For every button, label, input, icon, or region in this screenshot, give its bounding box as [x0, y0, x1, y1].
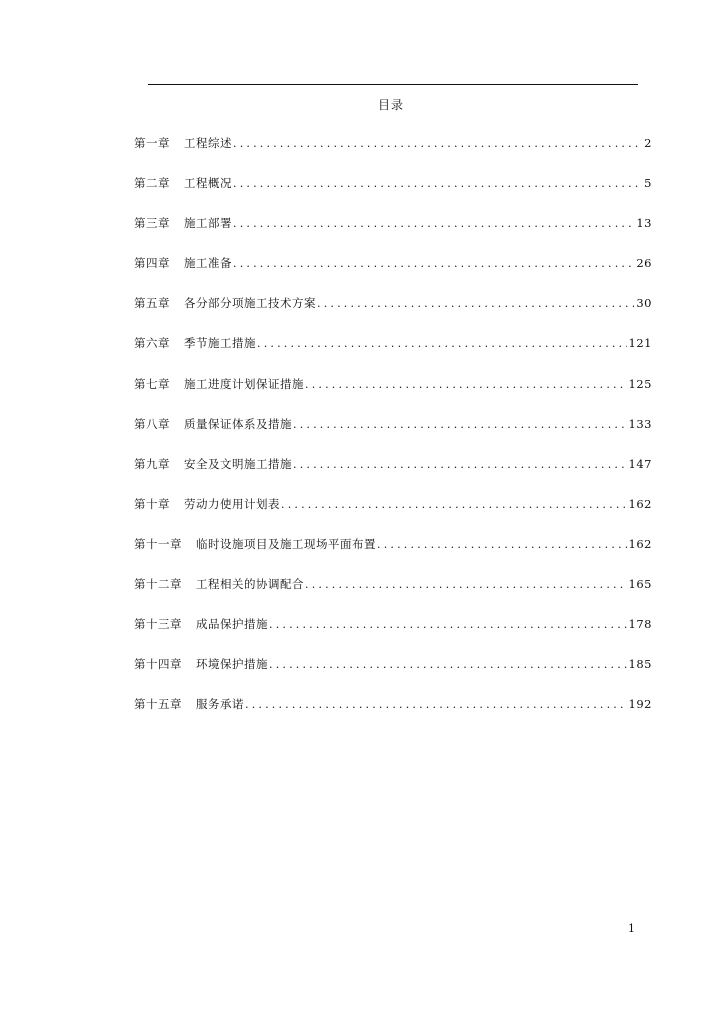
- toc-entry[interactable]: [134, 576, 652, 616]
- chapter-number: 第十五章: [134, 697, 182, 712]
- toc-list: [134, 135, 652, 736]
- page-reference: 5: [644, 176, 652, 191]
- dot-leader: [233, 137, 642, 150]
- chapter-title: 工程相关的协调配合: [196, 577, 304, 592]
- chapter-title: 工程综述: [184, 136, 232, 150]
- chapter-number: 第八章: [134, 416, 170, 431]
- page-reference: 165: [628, 577, 652, 592]
- dot-leader: [317, 297, 634, 310]
- page-reference: 2: [644, 136, 652, 150]
- chapter-title: 质量保证体系及措施: [184, 416, 292, 431]
- dot-leader: [257, 337, 627, 350]
- chapter-title: 服务承诺: [196, 697, 244, 712]
- page-reference: 185: [628, 657, 652, 672]
- toc-entry[interactable]: [134, 255, 652, 295]
- chapter-number: 第十章: [134, 496, 170, 511]
- dot-leader: [305, 578, 627, 591]
- chapter-number: 第三章: [134, 216, 170, 231]
- toc-entry[interactable]: [134, 215, 652, 255]
- chapter-title: 劳动力使用计划表: [184, 496, 280, 511]
- chapter-number: 第七章: [134, 376, 170, 391]
- page-number: 1: [628, 922, 635, 935]
- page-reference: 13: [636, 216, 652, 231]
- toc-title: 目录: [377, 98, 404, 112]
- toc-entry[interactable]: [134, 175, 652, 215]
- page-reference: 133: [628, 416, 652, 431]
- dot-leader: [269, 618, 627, 631]
- chapter-title: 各分部分项施工技术方案: [184, 296, 316, 311]
- chapter-number: 第十一章: [134, 536, 182, 551]
- dot-leader: [233, 217, 634, 230]
- chapter-number: 第四章: [134, 256, 170, 271]
- toc-entry[interactable]: [134, 616, 652, 656]
- page-reference: 162: [628, 536, 652, 551]
- chapter-title: 安全及文明施工措施: [184, 456, 292, 471]
- chapter-title: 临时设施项目及施工现场平面布置: [196, 536, 376, 551]
- chapter-number: 第十三章: [134, 617, 182, 632]
- dot-leader: [377, 538, 627, 551]
- toc-entry[interactable]: [134, 376, 652, 416]
- chapter-number: 第六章: [134, 336, 170, 351]
- dot-leader: [293, 458, 627, 471]
- page-reference: 30: [636, 296, 652, 311]
- chapter-number: 第一章: [134, 136, 170, 150]
- page-reference: 178: [628, 617, 652, 632]
- toc-entry[interactable]: [134, 295, 652, 335]
- toc-entry[interactable]: [134, 696, 652, 736]
- chapter-title: 季节施工措施: [184, 336, 256, 351]
- toc-entry[interactable]: [134, 335, 652, 375]
- chapter-title: 施工进度计划保证措施: [184, 376, 304, 391]
- chapter-title: 施工部署: [184, 216, 232, 231]
- page-reference: 125: [628, 376, 652, 391]
- dot-leader: [233, 257, 634, 270]
- toc-entry[interactable]: [134, 416, 652, 456]
- chapter-number: 第十四章: [134, 657, 182, 672]
- dot-leader: [305, 378, 627, 391]
- chapter-title: 环境保护措施: [196, 657, 268, 672]
- toc-entry[interactable]: [134, 496, 652, 536]
- dot-leader: [233, 177, 642, 190]
- dot-leader: [281, 498, 627, 511]
- chapter-number: 第五章: [134, 296, 170, 311]
- dot-leader: [245, 698, 627, 711]
- dot-leader: [269, 658, 627, 671]
- toc-entry[interactable]: [134, 656, 652, 696]
- page-reference: 192: [628, 697, 652, 712]
- toc-entry[interactable]: [134, 536, 652, 576]
- page-reference: 147: [628, 456, 652, 471]
- chapter-title: 工程概况: [184, 176, 232, 191]
- toc-entry[interactable]: [134, 135, 652, 175]
- chapter-number: 第二章: [134, 176, 170, 191]
- chapter-number: 第九章: [134, 456, 170, 471]
- chapter-title: 成品保护措施: [196, 617, 268, 632]
- chapter-title: 施工准备: [184, 256, 232, 271]
- chapter-number: 第十二章: [134, 577, 182, 592]
- page-reference: 26: [636, 256, 652, 271]
- page-reference: 162: [628, 496, 652, 511]
- header-rule: [148, 84, 638, 85]
- page-reference: 121: [628, 336, 652, 351]
- dot-leader: [293, 418, 627, 431]
- toc-entry[interactable]: [134, 456, 652, 496]
